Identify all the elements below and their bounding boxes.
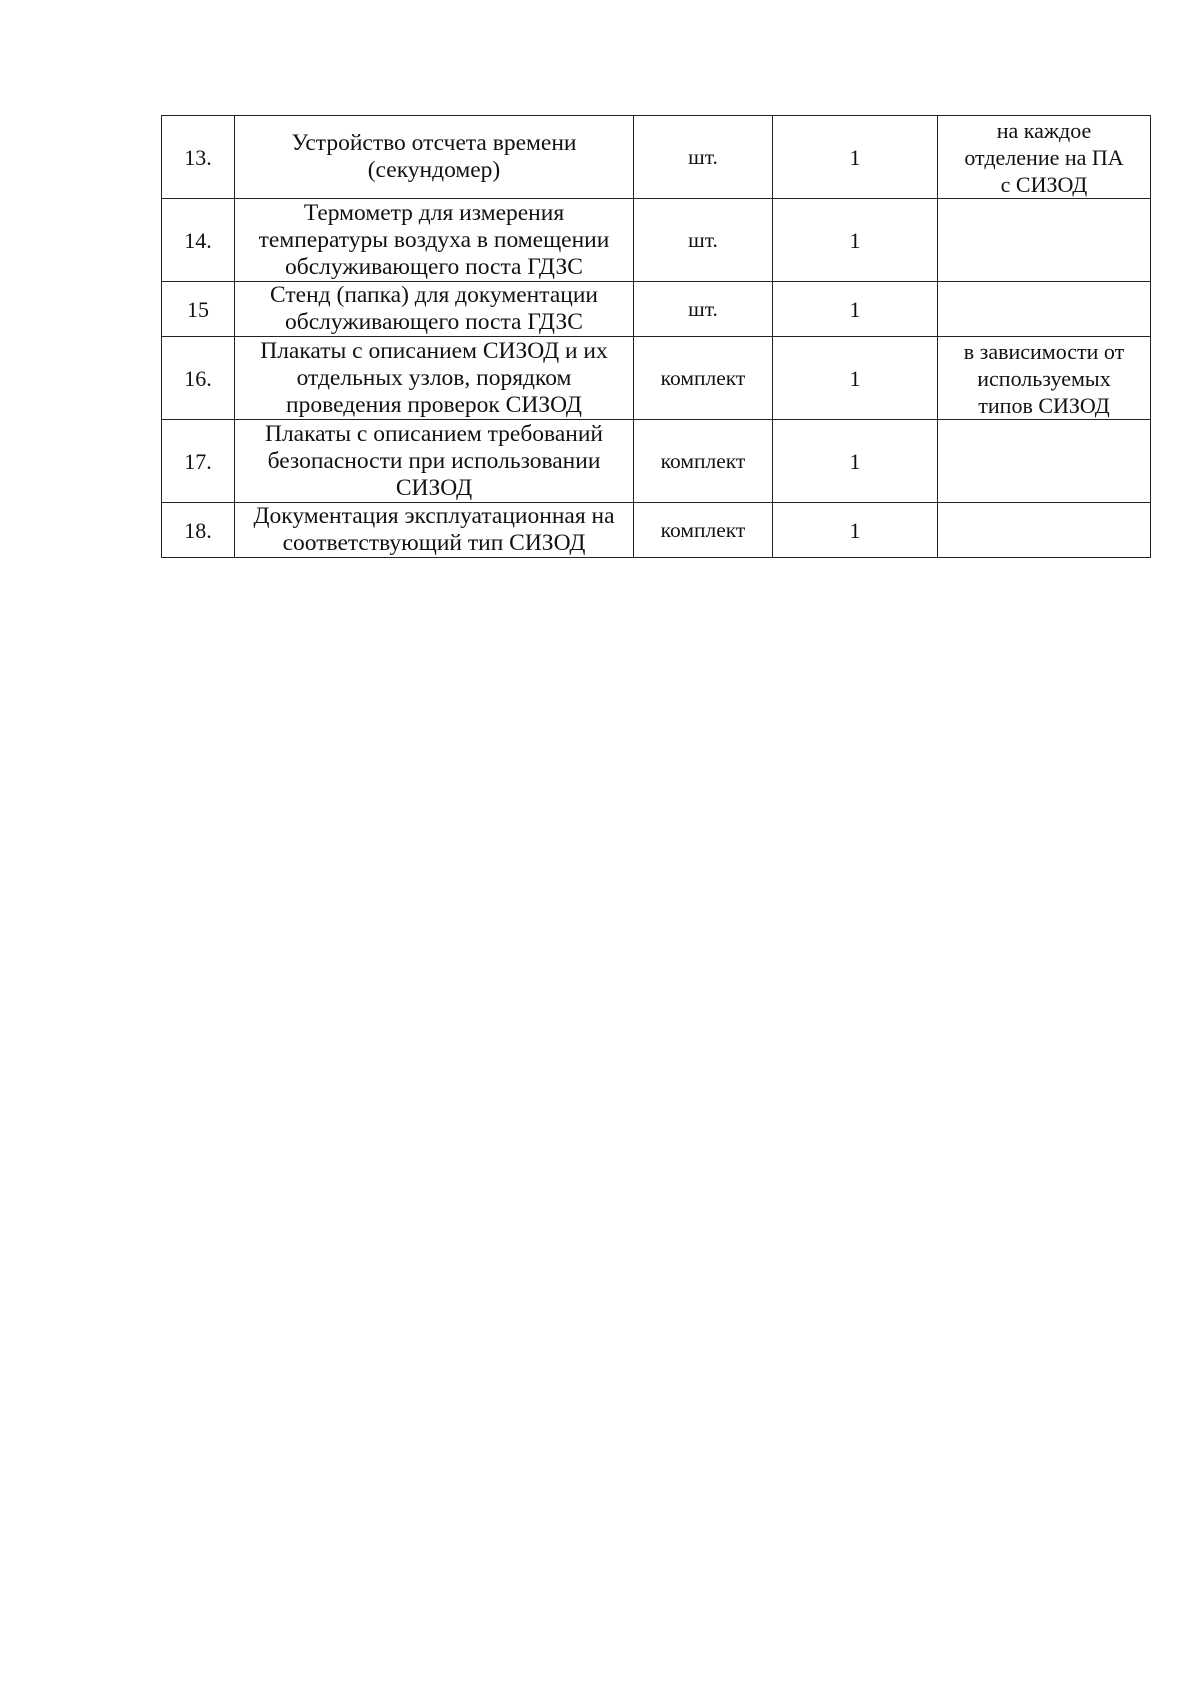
row-number-cell: 15 (162, 282, 235, 337)
table-row (162, 503, 1151, 558)
row-number-cell: 16. (162, 337, 235, 420)
note-cell (938, 420, 1151, 503)
quantity-cell: 1 (773, 420, 938, 503)
row-number-cell: 14. (162, 199, 235, 282)
table-row (162, 420, 1151, 503)
note-cell (938, 199, 1151, 282)
note-cell: на каждое отделение на ПА с СИЗОД (938, 116, 1151, 199)
quantity-cell: 1 (773, 337, 938, 420)
quantity-cell: 1 (773, 116, 938, 199)
row-number-cell: 17. (162, 420, 235, 503)
item-name-cell: Устройство отсчета времени (секундомер) (235, 116, 634, 199)
row-number-cell: 18. (162, 503, 235, 558)
quantity-cell: 1 (773, 503, 938, 558)
quantity-cell: 1 (773, 282, 938, 337)
note-cell (938, 282, 1151, 337)
item-name-cell: Плакаты с описанием СИЗОД и их отдельных узлов, порядком проведения проверок СИЗОД (235, 337, 634, 420)
unit-cell: шт. (634, 116, 773, 199)
item-name-cell: Термометр для измерения температуры воздуха в помещении обслуживающего поста ГДЗС (235, 199, 634, 282)
quantity-cell: 1 (773, 199, 938, 282)
table-row (162, 337, 1151, 420)
table-row (162, 282, 1151, 337)
table-row (162, 116, 1151, 199)
unit-cell: комплект (634, 337, 773, 420)
unit-cell: комплект (634, 503, 773, 558)
equipment-table (161, 115, 1151, 558)
table-row (162, 199, 1151, 282)
unit-cell: шт. (634, 199, 773, 282)
item-name-cell: Стенд (папка) для документации обслуживающего поста ГДЗС (235, 282, 634, 337)
note-cell: в зависимости от используемых типов СИЗОД (938, 337, 1151, 420)
note-cell (938, 503, 1151, 558)
unit-cell: комплект (634, 420, 773, 503)
item-name-cell: Документация эксплуатационная на соответствующий тип СИЗОД (235, 503, 634, 558)
row-number-cell: 13. (162, 116, 235, 199)
unit-cell: шт. (634, 282, 773, 337)
item-name-cell: Плакаты с описанием требований безопасности при использовании СИЗОД (235, 420, 634, 503)
